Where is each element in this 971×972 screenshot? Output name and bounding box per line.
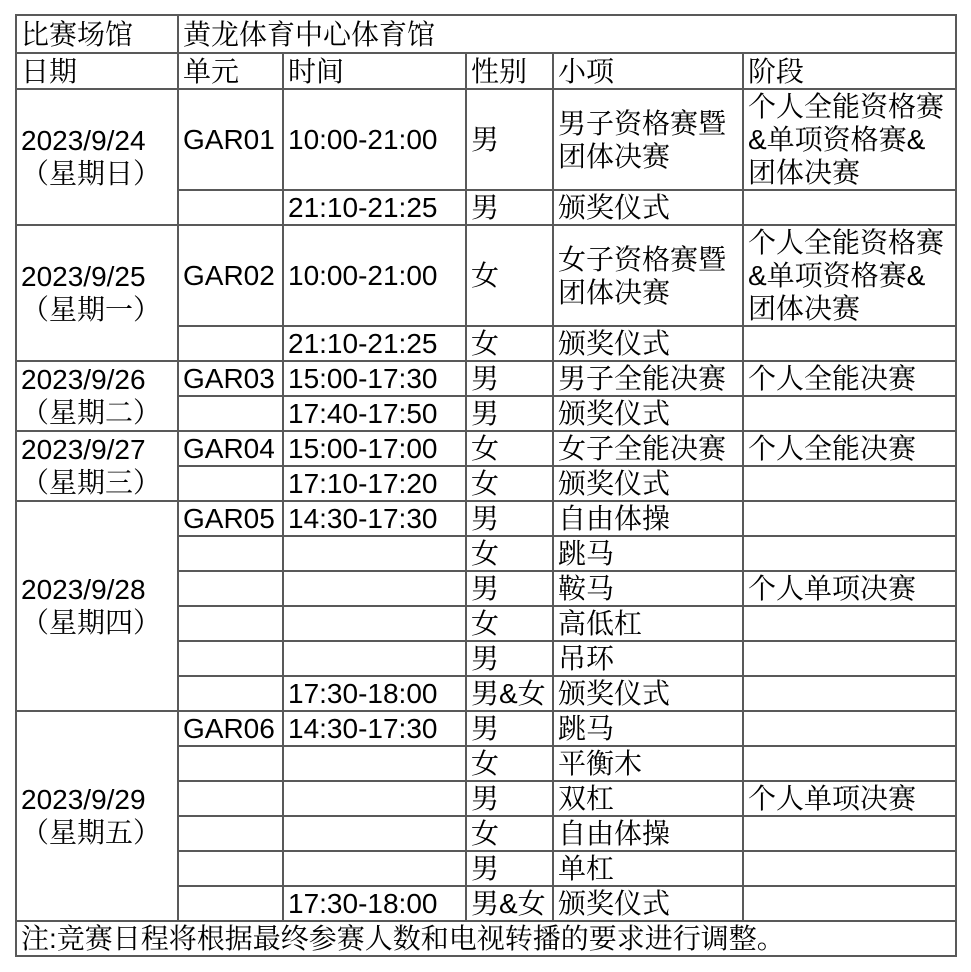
stage-cell	[743, 746, 956, 781]
venue-name: 黄龙体育中心体育馆	[178, 15, 956, 53]
time-cell	[283, 641, 466, 676]
event-cell: 女子资格赛暨团体决赛	[553, 225, 743, 326]
gender-cell: 男	[466, 396, 553, 431]
table-row	[16, 89, 956, 190]
event-cell: 跳马	[553, 536, 743, 571]
event-cell: 男子全能决赛	[553, 361, 743, 396]
venue-label: 比赛场馆	[16, 15, 178, 53]
event-cell: 男子资格赛暨团体决赛	[553, 89, 743, 190]
weekday-text: （星期三）	[21, 467, 162, 498]
event-cell: 双杠	[553, 781, 743, 816]
gender-cell: 男&女	[466, 676, 553, 711]
time-cell	[283, 781, 466, 816]
table-row	[16, 501, 956, 536]
event-cell: 单杠	[553, 851, 743, 886]
event-cell: 跳马	[553, 711, 743, 746]
stage-cell	[743, 676, 956, 711]
unit-cell	[178, 190, 283, 225]
gender-cell: 女	[466, 536, 553, 571]
time-cell: 21:10-21:25	[283, 326, 466, 361]
time-cell	[283, 536, 466, 571]
header-row	[16, 53, 956, 89]
table-row	[16, 431, 956, 466]
event-cell: 颁奖仪式	[553, 396, 743, 431]
venue-row	[16, 15, 956, 53]
stage-cell: 个人全能资格赛&单项资格赛&团体决赛	[743, 225, 956, 326]
unit-cell	[178, 851, 283, 886]
unit-cell: GAR03	[178, 361, 283, 396]
gender-cell: 男	[466, 361, 553, 396]
event-cell: 自由体操	[553, 501, 743, 536]
event-cell: 鞍马	[553, 571, 743, 606]
stage-cell	[743, 190, 956, 225]
gender-cell: 男	[466, 190, 553, 225]
stage-cell	[743, 536, 956, 571]
gender-cell: 男	[466, 781, 553, 816]
time-cell	[283, 746, 466, 781]
date-text: 2023/9/26	[21, 364, 146, 395]
time-cell	[283, 816, 466, 851]
stage-cell: 个人单项决赛	[743, 781, 956, 816]
date-cell	[16, 431, 178, 501]
event-cell: 颁奖仪式	[553, 466, 743, 501]
event-cell: 颁奖仪式	[553, 326, 743, 361]
time-cell: 21:10-21:25	[283, 190, 466, 225]
stage-cell	[743, 886, 956, 921]
gender-cell: 女	[466, 326, 553, 361]
unit-cell	[178, 571, 283, 606]
time-cell: 14:30-17:30	[283, 501, 466, 536]
event-cell: 颁奖仪式	[553, 676, 743, 711]
weekday-text: （星期日）	[21, 158, 162, 189]
table-row	[16, 711, 956, 746]
unit-cell	[178, 606, 283, 641]
unit-cell	[178, 326, 283, 361]
time-cell: 17:30-18:00	[283, 676, 466, 711]
weekday-text: （星期五）	[21, 817, 162, 848]
gender-cell: 男	[466, 501, 553, 536]
gender-cell: 男	[466, 851, 553, 886]
gender-cell: 女	[466, 606, 553, 641]
unit-cell	[178, 396, 283, 431]
table-row	[16, 225, 956, 326]
event-cell: 颁奖仪式	[553, 190, 743, 225]
competition-schedule-table	[15, 14, 957, 957]
weekday-text: （星期一）	[21, 294, 162, 325]
unit-cell	[178, 886, 283, 921]
time-cell	[283, 606, 466, 641]
gender-cell: 女	[466, 746, 553, 781]
gender-cell: 女	[466, 466, 553, 501]
unit-cell	[178, 466, 283, 501]
event-cell: 颁奖仪式	[553, 886, 743, 921]
time-cell: 17:10-17:20	[283, 466, 466, 501]
time-cell: 14:30-17:30	[283, 711, 466, 746]
gender-cell: 男	[466, 571, 553, 606]
event-cell: 高低杠	[553, 606, 743, 641]
time-cell	[283, 851, 466, 886]
date-text: 2023/9/27	[21, 434, 146, 465]
unit-cell: GAR05	[178, 501, 283, 536]
column-header-stage: 阶段	[743, 53, 956, 89]
date-text: 2023/9/24	[21, 125, 146, 156]
date-text: 2023/9/29	[21, 784, 146, 815]
time-cell: 17:30-18:00	[283, 886, 466, 921]
column-header-time: 时间	[283, 53, 466, 89]
gender-cell: 男&女	[466, 886, 553, 921]
unit-cell: GAR02	[178, 225, 283, 326]
stage-cell	[743, 326, 956, 361]
stage-cell	[743, 466, 956, 501]
time-cell	[283, 571, 466, 606]
unit-cell	[178, 781, 283, 816]
stage-cell: 个人全能资格赛&单项资格赛&团体决赛	[743, 89, 956, 190]
gender-cell: 男	[466, 711, 553, 746]
stage-cell	[743, 396, 956, 431]
stage-cell: 个人全能决赛	[743, 361, 956, 396]
note-row	[16, 921, 956, 956]
column-header-unit: 单元	[178, 53, 283, 89]
unit-cell: GAR01	[178, 89, 283, 190]
table-row	[16, 361, 956, 396]
date-text: 2023/9/28	[21, 574, 146, 605]
unit-cell	[178, 746, 283, 781]
column-header-date: 日期	[16, 53, 178, 89]
column-header-event: 小项	[553, 53, 743, 89]
time-cell: 15:00-17:00	[283, 431, 466, 466]
stage-cell: 个人全能决赛	[743, 431, 956, 466]
stage-cell	[743, 501, 956, 536]
gender-cell: 男	[466, 89, 553, 190]
gender-cell: 女	[466, 816, 553, 851]
event-cell: 平衡木	[553, 746, 743, 781]
unit-cell	[178, 816, 283, 851]
unit-cell	[178, 641, 283, 676]
date-cell	[16, 225, 178, 361]
schedule-note: 注:竞赛日程将根据最终参赛人数和电视转播的要求进行调整。	[16, 921, 956, 956]
stage-cell	[743, 641, 956, 676]
stage-cell	[743, 851, 956, 886]
unit-cell	[178, 536, 283, 571]
stage-cell: 个人单项决赛	[743, 571, 956, 606]
date-cell	[16, 711, 178, 921]
date-cell	[16, 89, 178, 225]
event-cell: 女子全能决赛	[553, 431, 743, 466]
gender-cell: 女	[466, 431, 553, 466]
event-cell: 自由体操	[553, 816, 743, 851]
stage-cell	[743, 711, 956, 746]
gender-cell: 女	[466, 225, 553, 326]
gender-cell: 男	[466, 641, 553, 676]
time-cell: 17:40-17:50	[283, 396, 466, 431]
stage-cell	[743, 606, 956, 641]
date-cell	[16, 501, 178, 711]
date-cell	[16, 361, 178, 431]
time-cell: 10:00-21:00	[283, 89, 466, 190]
time-cell: 10:00-21:00	[283, 225, 466, 326]
event-cell: 吊环	[553, 641, 743, 676]
unit-cell	[178, 676, 283, 711]
unit-cell: GAR06	[178, 711, 283, 746]
stage-cell	[743, 816, 956, 851]
weekday-text: （星期二）	[21, 397, 162, 428]
date-text: 2023/9/25	[21, 261, 146, 292]
column-header-gender: 性别	[466, 53, 553, 89]
weekday-text: （星期四）	[21, 607, 162, 638]
time-cell: 15:00-17:30	[283, 361, 466, 396]
unit-cell: GAR04	[178, 431, 283, 466]
